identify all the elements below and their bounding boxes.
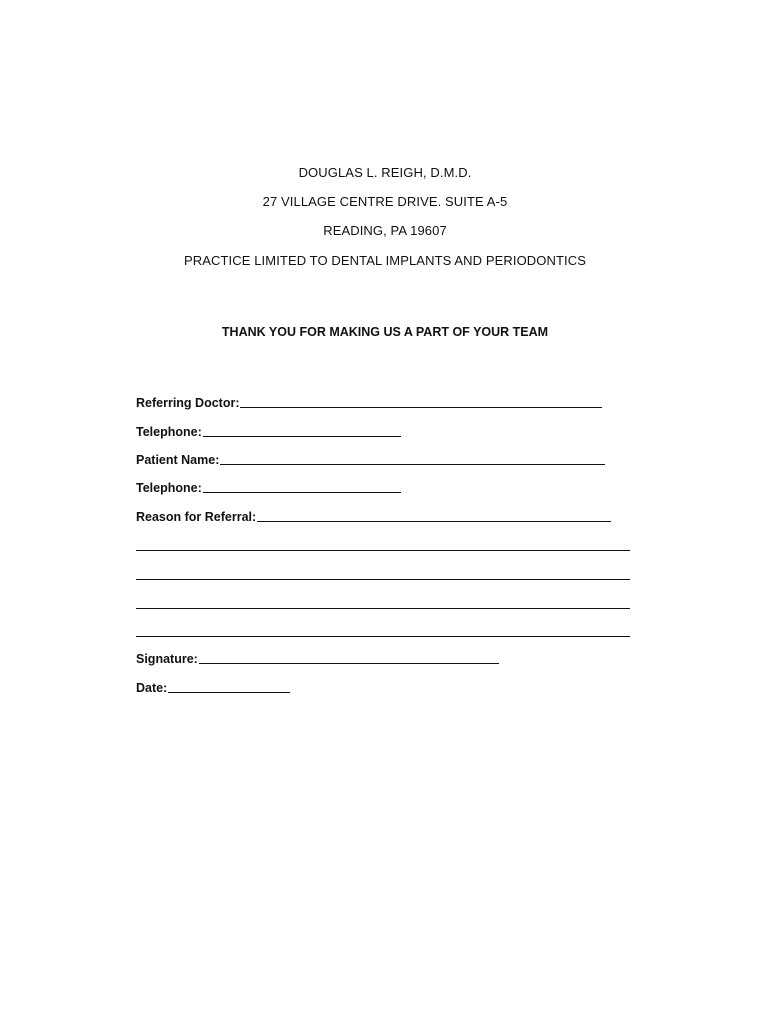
patient-name-label: Patient Name: xyxy=(136,453,220,467)
reason-line-3[interactable] xyxy=(136,579,630,580)
referring-doctor-label: Referring Doctor: xyxy=(136,396,240,410)
referring-doctor-input[interactable] xyxy=(240,407,602,408)
referring-doctor-field xyxy=(136,395,602,411)
telephone-2-label: Telephone: xyxy=(136,481,202,495)
reason-field xyxy=(136,509,611,525)
doctor-name: DOUGLAS L. REIGH, D.M.D. xyxy=(298,165,472,180)
address-line-2: READING, PA 19607 xyxy=(323,223,447,238)
patient-name-field xyxy=(136,452,605,468)
reason-input[interactable] xyxy=(257,521,611,522)
reason-line-4[interactable] xyxy=(136,608,630,609)
telephone-1-input[interactable] xyxy=(203,436,401,437)
telephone-1-field xyxy=(136,424,401,440)
date-label: Date: xyxy=(136,681,168,695)
thank-you-heading: THANK YOU FOR MAKING US A PART OF YOUR TEAM xyxy=(221,325,549,339)
patient-name-input[interactable] xyxy=(220,464,605,465)
telephone-2-input[interactable] xyxy=(203,492,401,493)
reason-line-2[interactable] xyxy=(136,550,630,551)
signature-field xyxy=(136,651,499,667)
telephone-2-field xyxy=(136,480,401,496)
reason-label: Reason for Referral: xyxy=(136,510,257,524)
telephone-1-label: Telephone: xyxy=(136,425,202,439)
date-field xyxy=(136,680,290,696)
date-input[interactable] xyxy=(168,692,290,693)
signature-label: Signature: xyxy=(136,652,198,666)
practice-specialty: PRACTICE LIMITED TO DENTAL IMPLANTS AND PERIODONTICS xyxy=(183,253,586,268)
signature-input[interactable] xyxy=(199,663,499,664)
address-line-1: 27 VILLAGE CENTRE DRIVE. SUITE A-5 xyxy=(262,194,508,209)
reason-line-5[interactable] xyxy=(136,636,630,637)
